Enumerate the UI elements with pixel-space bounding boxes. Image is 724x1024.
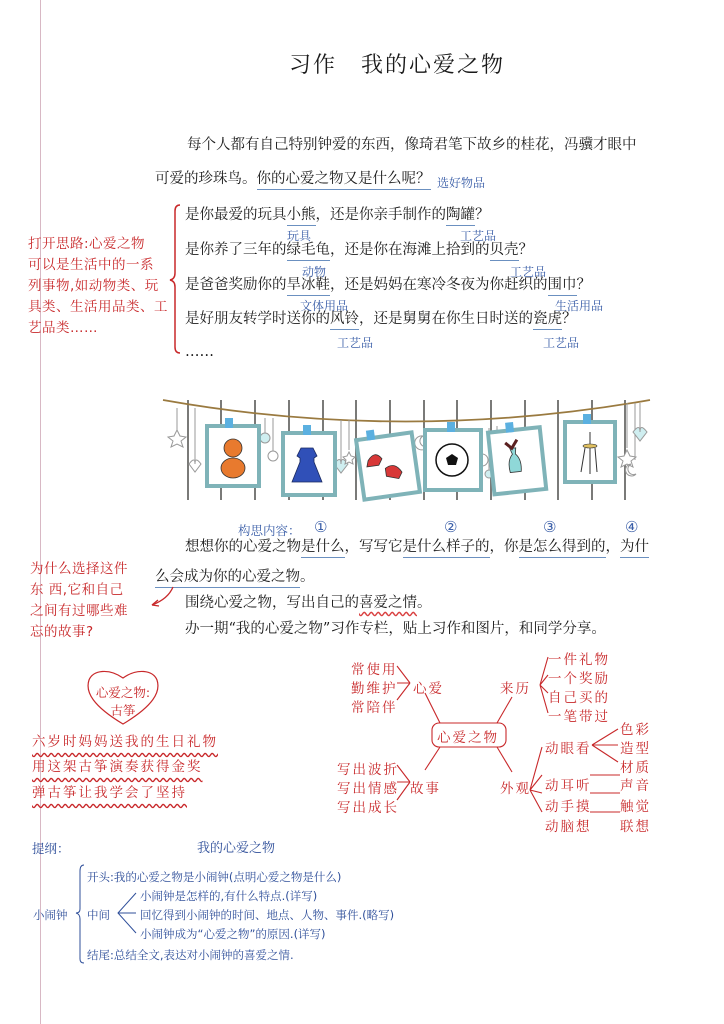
note-craft: 工艺品 bbox=[510, 265, 547, 279]
q-text: ，还是你亲手制作的 bbox=[315, 207, 446, 223]
mindmap-story-item: 写出成长 bbox=[337, 800, 399, 816]
photo-wind-chime bbox=[565, 414, 615, 482]
mindmap-look-sub: 材质 bbox=[620, 760, 651, 776]
mindmap-story-item: 写出情感 bbox=[337, 781, 399, 797]
question-row-4 bbox=[185, 312, 577, 327]
outline-middle-3: 小闹钟成为“心爱之物”的原因.(详写) bbox=[140, 927, 326, 941]
q-item: 瓷虎 bbox=[533, 311, 562, 330]
page-margin-line bbox=[40, 0, 41, 1024]
outline-title: 我的心爱之物 bbox=[197, 841, 276, 856]
photo-vase bbox=[487, 419, 546, 494]
outline-middle-1: 小闹钟是怎样的,有什么特点.(详写) bbox=[140, 889, 318, 903]
mindmap-origin: 来历 bbox=[500, 681, 531, 697]
q-text: ，还是妈妈在寒冷冬夜为你赶织的 bbox=[330, 277, 548, 293]
heart-label-2: 古筝 bbox=[110, 703, 136, 718]
intro-text: 可爱的珍珠鸟。 bbox=[155, 171, 257, 187]
plan-line-3 bbox=[185, 596, 432, 611]
mindmap-look-sub: 声音 bbox=[620, 778, 651, 794]
side-note-open-ideas bbox=[28, 234, 168, 339]
mindmap-love: 心爱 bbox=[413, 681, 444, 697]
plan-text: 。 bbox=[417, 595, 432, 611]
q-item: 围巾 bbox=[548, 277, 577, 296]
mindmap-origin-item: 一件礼物 bbox=[548, 652, 610, 668]
outline-start: 开头:我的心爱之物是小闹钟(点明心爱之物是什么) bbox=[87, 870, 342, 884]
note-craft: 工艺品 bbox=[543, 336, 580, 350]
side-note-line: 具类、生活用品类、工 bbox=[28, 299, 168, 315]
intro-question: 你的心爱之物又是什么呢？ bbox=[257, 171, 431, 190]
plan-text: 想想你的心爱之物 bbox=[185, 539, 301, 555]
q-text: ？ bbox=[475, 207, 490, 223]
note-toy: 玩具 bbox=[287, 229, 312, 243]
title-label: 习作 bbox=[288, 53, 337, 78]
mindmap-love-item: 常使用 bbox=[351, 662, 398, 678]
question-row-1 bbox=[185, 208, 490, 223]
plan-point: 么会成为你的心爱之物 bbox=[155, 569, 300, 588]
side-note-line: 之间有过哪些难 bbox=[30, 603, 128, 619]
side-note-line: 可以是生活中的一系 bbox=[28, 257, 154, 273]
side-note-line: 东 西,它和自己 bbox=[30, 582, 124, 598]
q-text: ？ bbox=[562, 311, 577, 327]
mindmap-story-item: 写出波折 bbox=[337, 762, 399, 778]
question-row-2 bbox=[185, 243, 533, 258]
mindmap-origin-item: 一个奖励 bbox=[548, 671, 610, 687]
note-craft: 工艺品 bbox=[337, 336, 374, 350]
outline-subject: 小闹钟 bbox=[33, 908, 68, 922]
plan-point: 是什么 bbox=[301, 539, 345, 558]
q-text: 是爸爸奖励你的 bbox=[185, 277, 287, 293]
arrow-icon bbox=[148, 585, 178, 615]
outline-middle-label: 中间 bbox=[87, 908, 110, 922]
mindmap-look-item: 动手摸 bbox=[545, 799, 592, 815]
q-item: 陶罐 bbox=[446, 207, 475, 226]
intro-line-2 bbox=[155, 172, 431, 187]
question-ellipsis: …… bbox=[185, 344, 214, 360]
q-text: ？ bbox=[518, 242, 533, 258]
mindmap-origin-item: 自己买的 bbox=[548, 690, 610, 706]
mindmap-look-item: 动脑想 bbox=[545, 819, 592, 835]
guzheng-line-2: 用这架古筝演奏获得金奖 bbox=[32, 759, 203, 775]
q-text: ，还是舅舅在你生日时送的 bbox=[359, 311, 533, 327]
plan-text: 围绕心爱之物，写出自己的 bbox=[185, 595, 359, 611]
q-item: 旱冰鞋 bbox=[287, 277, 331, 296]
photo-red-shoes bbox=[355, 424, 420, 499]
guzheng-line-1: 六岁时妈妈送我的生日礼物 bbox=[32, 734, 218, 750]
hanging-photos-illustration bbox=[155, 388, 665, 508]
side-note-line: 打开思路:心爱之物 bbox=[28, 236, 146, 252]
q-text: 是你最爱的玩具 bbox=[185, 207, 287, 223]
plan-number-4: ④ bbox=[625, 518, 639, 536]
mindmap-center: 心爱之物 bbox=[437, 730, 499, 746]
q-item: 贝壳 bbox=[490, 242, 519, 261]
note-craft: 工艺品 bbox=[460, 229, 497, 243]
mindmap-origin-item: 一笔带过 bbox=[548, 709, 610, 725]
q-text: ？ bbox=[576, 277, 591, 293]
q-text: ，还是你在海滩上拾到的 bbox=[330, 242, 490, 258]
photo-dress bbox=[283, 425, 335, 495]
outline-fork-icon bbox=[116, 891, 138, 935]
plan-text: ，写写它 bbox=[344, 539, 403, 555]
mindmap-look-sub: 触觉 bbox=[620, 799, 651, 815]
mindmap-look-item: 动眼看 bbox=[545, 741, 592, 757]
outline-middle-2: 回忆得到小闹钟的时间、地点、人物、事件.(略写) bbox=[140, 908, 395, 922]
mindmap-love-item: 勤维护 bbox=[351, 681, 398, 697]
q-text: 是好朋友转学时送你的 bbox=[185, 311, 330, 327]
plan-text: 。 bbox=[300, 569, 315, 585]
page-title bbox=[0, 48, 724, 79]
side-note-why bbox=[30, 559, 128, 643]
plan-emphasis: 喜爱之情 bbox=[359, 595, 417, 611]
plan-text: ， bbox=[605, 539, 620, 555]
plan-point: 为什 bbox=[620, 539, 649, 558]
title-topic: 我的心爱之物 bbox=[361, 53, 506, 78]
question-row-3 bbox=[185, 278, 591, 293]
note-daily-goods: 生活用品 bbox=[555, 299, 604, 313]
mindmap-love-item: 常陪伴 bbox=[351, 700, 398, 716]
mindmap-look: 外观 bbox=[500, 781, 531, 797]
intro-line-1: 每个人都有自己特别钟爱的东西，像琦君笔下故乡的桂花，冯骥才眼中 bbox=[187, 137, 637, 153]
photo-soccer-ball bbox=[425, 422, 481, 490]
plan-number-3: ③ bbox=[543, 518, 557, 536]
side-note-line: 为什么选择这件 bbox=[30, 561, 128, 577]
plan-point: 是什么样子的 bbox=[403, 539, 490, 558]
heart-label-1: 心爱之物: bbox=[95, 685, 151, 700]
plan-line-1 bbox=[185, 540, 649, 555]
outline-label: 提纲： bbox=[32, 841, 70, 856]
note-animal: 动物 bbox=[302, 265, 327, 279]
side-note-line: 列事物,如动物类、玩 bbox=[28, 278, 159, 294]
side-note-line: 艺品类…… bbox=[28, 320, 98, 336]
q-item: 风铃 bbox=[330, 311, 359, 330]
photo-teddy-bear bbox=[207, 418, 259, 486]
note-sports-goods: 文体用品 bbox=[300, 299, 349, 313]
mindmap-look-sub: 色彩 bbox=[620, 722, 651, 738]
mindmap-look-sub: 造型 bbox=[620, 741, 651, 757]
plan-label: 构思内容： bbox=[238, 523, 301, 538]
plan-number-1: ① bbox=[314, 518, 328, 536]
plan-number-2: ② bbox=[444, 518, 458, 536]
mindmap-story: 故事 bbox=[410, 781, 441, 797]
plan-line-2 bbox=[155, 570, 315, 585]
side-note-line: 忘的故事? bbox=[30, 624, 94, 640]
q-item: 绿毛龟 bbox=[287, 242, 331, 261]
plan-point: 是怎么得到的 bbox=[519, 539, 606, 558]
mindmap-look-sub: 联想 bbox=[620, 819, 651, 835]
mindmap-look-item: 动耳听 bbox=[545, 778, 592, 794]
outline-end: 结尾:总结全文,表达对小闹钟的喜爱之情. bbox=[87, 948, 294, 962]
q-text: 是你养了三年的 bbox=[185, 242, 287, 258]
q-item: 小熊 bbox=[287, 207, 316, 226]
plan-text: ，你 bbox=[489, 539, 519, 555]
note-choose-item: 选好物品 bbox=[437, 176, 486, 190]
plan-line-4: 办一期“我的心爱之物”习作专栏，贴上习作和图片，和同学分享。 bbox=[185, 621, 606, 637]
guzheng-line-3: 弹古筝让我学会了坚持 bbox=[32, 785, 187, 801]
